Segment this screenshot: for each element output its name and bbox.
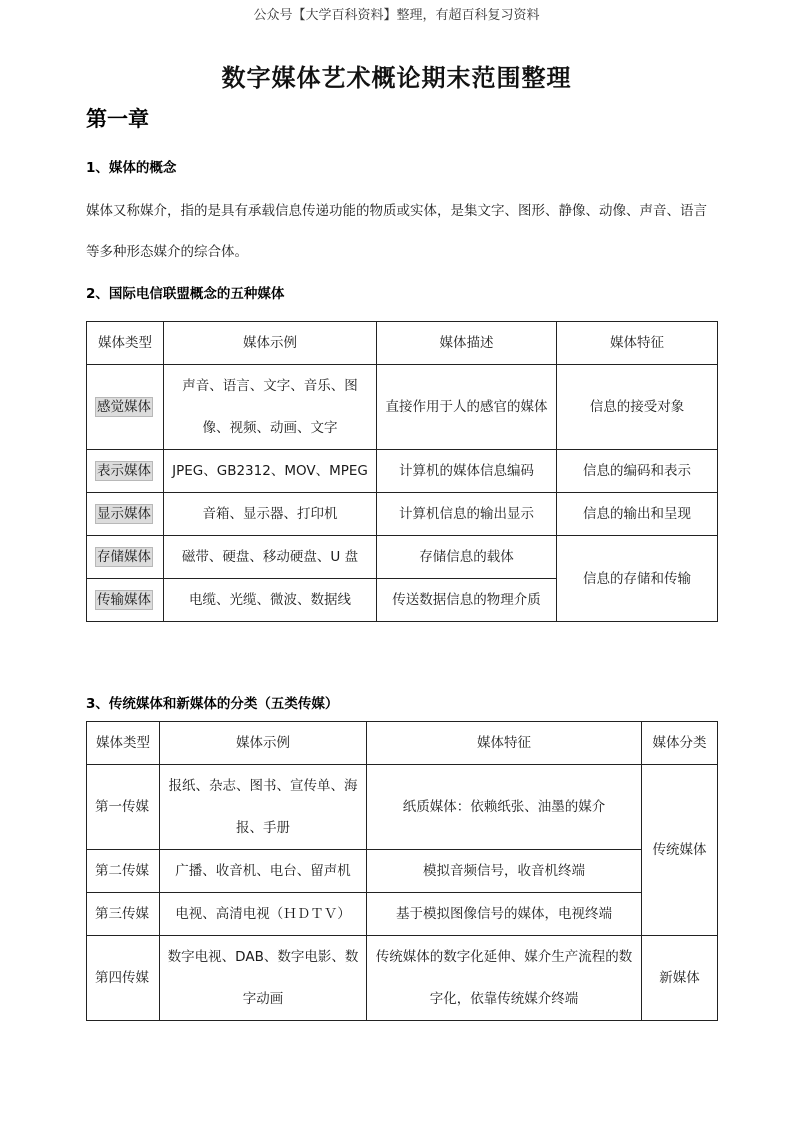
media-feature-cell: 传统媒体的数字化延伸、媒介生产流程的数字化，依靠传统媒介终端 xyxy=(367,936,642,1021)
media-type-cell xyxy=(87,536,164,579)
media-desc-cell: 传送数据信息的物理介质 xyxy=(377,579,557,622)
section-1-heading: 1、媒体的概念 xyxy=(86,160,177,176)
document-title: 数字媒体艺术概论期末范围整理 xyxy=(221,64,572,92)
media-desc-cell: 计算机信息的输出显示 xyxy=(377,493,557,536)
header-cell: 媒体分类 xyxy=(642,722,718,765)
media-type-cell xyxy=(87,365,164,450)
table-row xyxy=(87,493,718,536)
media-type-label: 感觉媒体 xyxy=(97,399,151,415)
table-header-row xyxy=(87,722,718,765)
section-1-paragraph-line-1: 媒体又称媒介，指的是具有承载信息传递功能的物质或实体，是集文字、图形、静像、动像、声音、语言 xyxy=(86,203,707,219)
media-desc-cell: 直接作用于人的感官的媒体 xyxy=(377,365,557,450)
table-header-row xyxy=(87,322,718,365)
media-feature-cell: 信息的输出和呈现 xyxy=(557,493,718,536)
media-desc-cell: 存储信息的载体 xyxy=(377,536,557,579)
media-feature-cell: 信息的存储和传输 xyxy=(557,536,718,622)
table-row xyxy=(87,365,718,450)
chapter-heading: 第一章 xyxy=(86,107,149,131)
section-2-heading: 2、国际电信联盟概念的五种媒体 xyxy=(86,286,285,302)
media-type-cell: 第一传媒 xyxy=(87,765,160,850)
table-row xyxy=(87,850,718,893)
header-cell: 媒体示例 xyxy=(164,322,377,365)
media-feature-cell: 信息的接受对象 xyxy=(557,365,718,450)
media-example-cell: 声音、语言、文字、音乐、图像、视频、动画、文字 xyxy=(164,365,377,450)
media-feature-cell: 基于模拟图像信号的媒体，电视终端 xyxy=(367,893,642,936)
media-type-cell xyxy=(87,493,164,536)
header-cell: 媒体类型 xyxy=(87,322,164,365)
media-example-cell: 音箱、显示器、打印机 xyxy=(164,493,377,536)
header-cell: 媒体描述 xyxy=(377,322,557,365)
header-cell: 媒体示例 xyxy=(160,722,367,765)
table-row xyxy=(87,936,718,1021)
media-type-label: 传输媒体 xyxy=(97,592,151,608)
section-3-heading: 3、传统媒体和新媒体的分类（五类传媒） xyxy=(86,696,339,712)
media-type-label: 存储媒体 xyxy=(97,549,151,565)
media-example-cell: 数字电视、DAB、数字电影、数字动画 xyxy=(160,936,367,1021)
header-cell: 媒体类型 xyxy=(87,722,160,765)
media-desc-cell: 计算机的媒体信息编码 xyxy=(377,450,557,493)
media-type-label: 显示媒体 xyxy=(97,506,151,522)
section-1-paragraph-line-2: 等多种形态媒介的综合体。 xyxy=(86,244,248,260)
header-cell: 媒体特征 xyxy=(367,722,642,765)
table-row xyxy=(87,765,718,850)
media-example-cell: 报纸、杂志、图书、宣传单、海报、手册 xyxy=(160,765,367,850)
table-row xyxy=(87,536,718,579)
media-example-cell: JPEG、GB2312、MOV、MPEG xyxy=(164,450,377,493)
media-type-label: 表示媒体 xyxy=(97,463,151,479)
five-media-table xyxy=(86,321,718,622)
header-note: 公众号【大学百科资料】整理，有超百科复习资料 xyxy=(253,8,540,23)
media-category-cell: 传统媒体 xyxy=(642,765,718,936)
media-type-cell xyxy=(87,450,164,493)
table-row xyxy=(87,450,718,493)
media-example-cell: 广播、收音机、电台、留声机 xyxy=(160,850,367,893)
media-feature-cell: 纸质媒体：依赖纸张、油墨的媒介 xyxy=(367,765,642,850)
media-example-cell: 磁带、硬盘、移动硬盘、U 盘 xyxy=(164,536,377,579)
media-category-cell: 新媒体 xyxy=(642,936,718,1021)
header-cell: 媒体特征 xyxy=(557,322,718,365)
media-type-cell xyxy=(87,579,164,622)
media-feature-cell: 信息的编码和表示 xyxy=(557,450,718,493)
media-example-cell: 电视、高清电视（ＨＤＴＶ） xyxy=(160,893,367,936)
five-media-classification-table xyxy=(86,721,718,1021)
media-feature-cell: 模拟音频信号，收音机终端 xyxy=(367,850,642,893)
media-type-cell: 第二传媒 xyxy=(87,850,160,893)
media-type-cell: 第三传媒 xyxy=(87,893,160,936)
media-example-cell: 电缆、光缆、微波、数据线 xyxy=(164,579,377,622)
table-row xyxy=(87,893,718,936)
media-type-cell: 第四传媒 xyxy=(87,936,160,1021)
